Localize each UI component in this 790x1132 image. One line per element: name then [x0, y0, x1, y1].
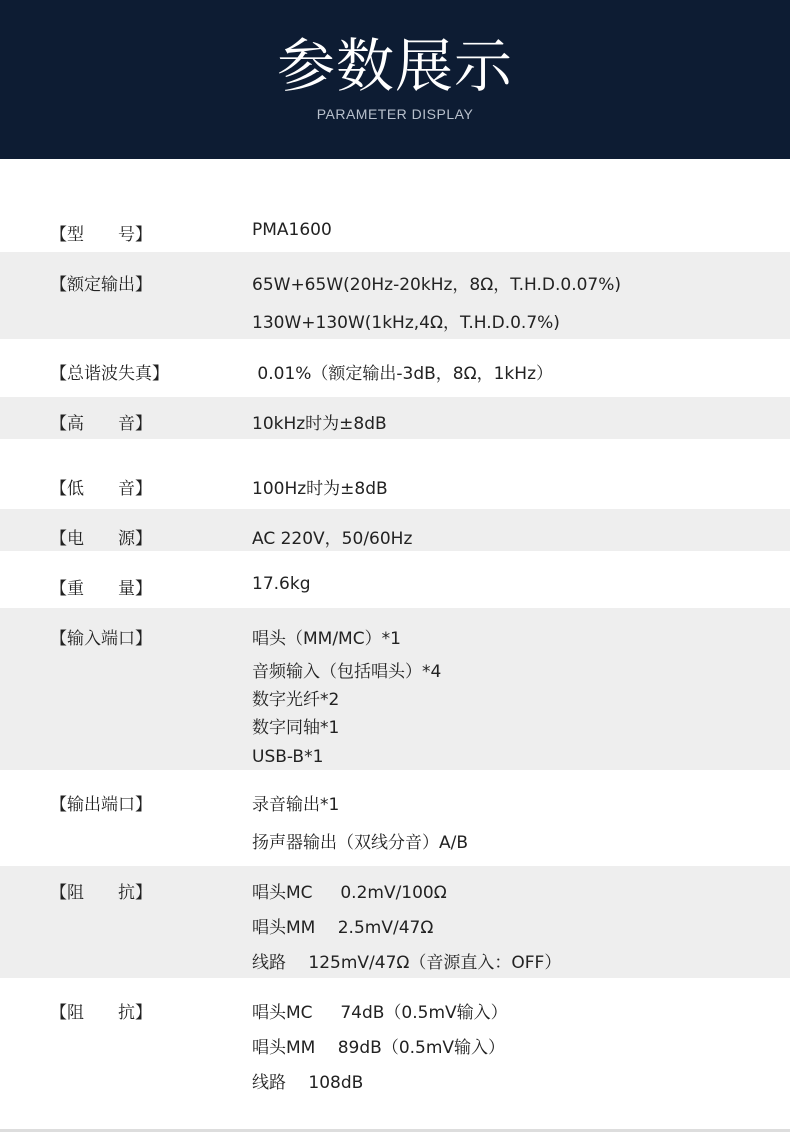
- spec-row-power: [0, 509, 790, 551]
- spec-row-sn-ratio: [0, 978, 790, 1129]
- spec-value: 数字光纤*2: [252, 690, 340, 710]
- spec-value: 17.6kg: [252, 574, 311, 594]
- spec-label: 【重 量】: [50, 579, 152, 599]
- spec-value: 数字同轴*1: [252, 718, 340, 738]
- spec-value: 录音输出*1: [252, 795, 340, 815]
- spec-value: 65W+65W(20Hz-20kHz，8Ω，T.H.D.0.07%): [252, 275, 622, 295]
- spec-row-weight: [0, 551, 790, 608]
- spec-value: 唱头MC 0.2mV/100Ω: [252, 883, 447, 903]
- spec-row-model: [0, 210, 790, 252]
- spec-value: USB-B*1: [252, 747, 324, 767]
- spec-value: 10kHz时为±8dB: [252, 414, 387, 434]
- spec-value: 唱头MM 89dB（0.5mV输入）: [252, 1038, 506, 1058]
- spec-value: 线路 108dB: [252, 1073, 364, 1093]
- spec-value: 音频输入（包括唱头）*4: [252, 662, 442, 682]
- spec-label: 【电 源】: [50, 529, 152, 549]
- spec-value: 唱头（MM/MC）*1: [252, 629, 401, 649]
- spec-value: 100Hz时为±8dB: [252, 479, 388, 499]
- spec-label: 【阻 抗】: [50, 1003, 152, 1023]
- spec-row-bass: [0, 439, 790, 509]
- spec-value: 唱头MC 74dB（0.5mV输入）: [252, 1003, 508, 1023]
- spec-label: 【额定输出】: [50, 275, 152, 295]
- spec-label: 【总谐波失真】: [50, 364, 169, 384]
- spec-row-output-ports: [0, 770, 790, 866]
- spec-value: 130W+130W(1kHz,4Ω，T.H.D.0.7%): [252, 313, 560, 333]
- page-subtitle: PARAMETER DISPLAY: [316, 106, 474, 122]
- spec-label: 【低 音】: [50, 479, 152, 499]
- spec-row-impedance: [0, 866, 790, 978]
- spec-label: 【阻 抗】: [50, 883, 152, 903]
- spec-label: 【高 音】: [50, 414, 152, 434]
- spec-row-rated-output: [0, 252, 790, 339]
- spec-value: AC 220V，50/60Hz: [252, 529, 413, 549]
- spec-value: 唱头MM 2.5mV/47Ω: [252, 918, 434, 938]
- spec-label: 【型 号】: [50, 225, 152, 245]
- header-banner: [0, 0, 790, 159]
- spec-value: PMA1600: [252, 220, 332, 240]
- page-title: 参数展示: [276, 32, 513, 100]
- spec-row-thd: [0, 339, 790, 397]
- spec-label: 【输入端口】: [50, 629, 152, 649]
- spec-value: 扬声器输出（双线分音）A/B: [252, 833, 469, 853]
- spec-label: 【输出端口】: [50, 795, 152, 815]
- spec-row-treble: [0, 397, 790, 439]
- spec-value: 线路 125mV/47Ω（音源直入：OFF）: [252, 953, 562, 973]
- spec-value: 0.01%（额定输出-3dB，8Ω，1kHz）: [252, 364, 553, 384]
- spec-row-input-ports: [0, 608, 790, 770]
